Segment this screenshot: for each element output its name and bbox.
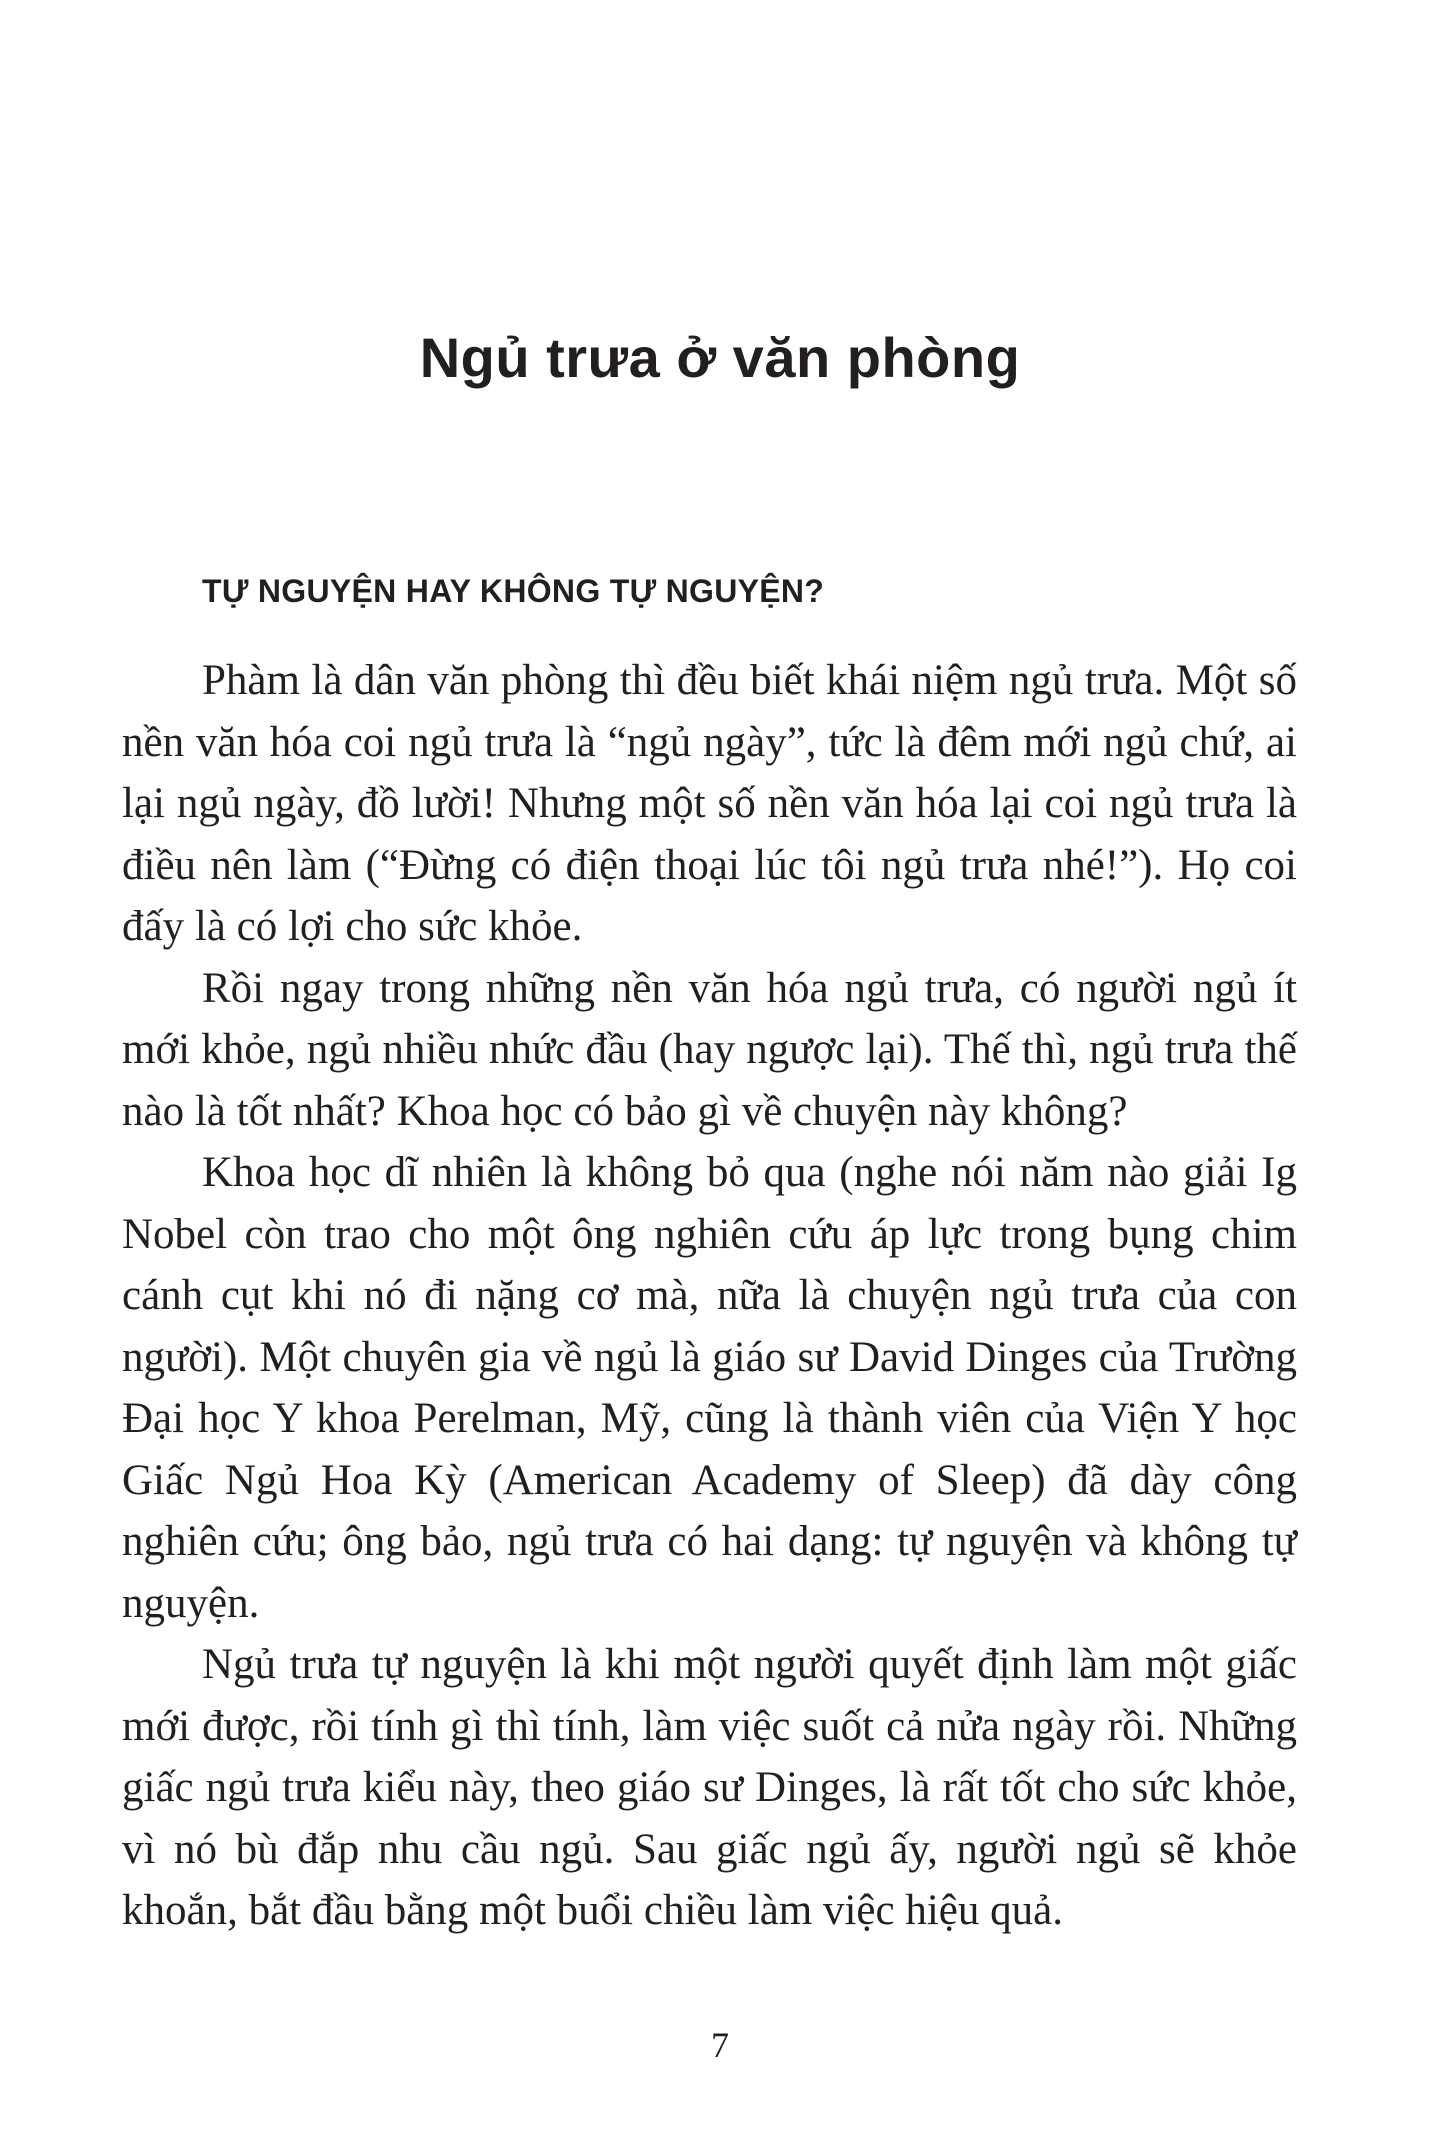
section-heading: TỰ NGUYỆN HAY KHÔNG TỰ NGUYỆN? (202, 573, 825, 609)
paragraph: Rồi ngay trong những nền văn hóa ngủ trưa, có người ngủ ít mới khỏe, ngủ nhiều nhức đầu (hay ngược lại). Thế thì, ngủ trưa thế nào là tốt nhất? Khoa học có bảo gì về chuyện này không? (122, 964, 1297, 1135)
paragraph: Khoa học dĩ nhiên là không bỏ qua (nghe nói năm nào giải Ig Nobel còn trao cho một ông nghiên cứu áp lực trong bụng chim cánh cụt khi nó đi nặng cơ mà, nữa là chuyện ngủ trưa của con người). Một chuyên gia về ngủ là giáo sư David Dinges của Trường Đại học Y khoa Perelman, Mỹ, cũng là thành viên của Viện Y học Giấc Ngủ Hoa Kỳ (American Academy of Sleep) đã dày công nghiên cứu; ông bảo, ngủ trưa có hai dạng: tự nguyện và không tự nguyện. (122, 1149, 1297, 1627)
page-number: 7 (711, 2025, 729, 2065)
paragraph: Ngủ trưa tự nguyện là khi một người quyết định làm một giấc mới được, rồi tính gì thì tính, làm việc suốt cả nửa ngày rồi. Những giấc ngủ trưa kiểu này, theo giáo sư Dinges, là rất tốt cho sức khỏe, vì nó bù đắp nhu cầu ngủ. Sau giấc ngủ ấy, người ngủ sẽ khỏe khoắn, bắt đầu bằng một buổi chiều làm việc hiệu quả. (122, 1641, 1297, 1934)
chapter-title: Ngủ trưa ở văn phòng (419, 326, 1021, 389)
paragraph: Phàm là dân văn phòng thì đều biết khái niệm ngủ trưa. Một số nền văn hóa coi ngủ trưa là “ngủ ngày”, tức là đêm mới ngủ chứ, ai lại ngủ ngày, đồ lười! Nhưng một số nền văn hóa lại coi ngủ trưa là điều nên làm (“Đừng có điện thoại lúc tôi ngủ trưa nhé!”). Họ coi đấy là có lợi cho sức khỏe. (122, 657, 1297, 950)
body-text (122, 650, 1297, 1942)
